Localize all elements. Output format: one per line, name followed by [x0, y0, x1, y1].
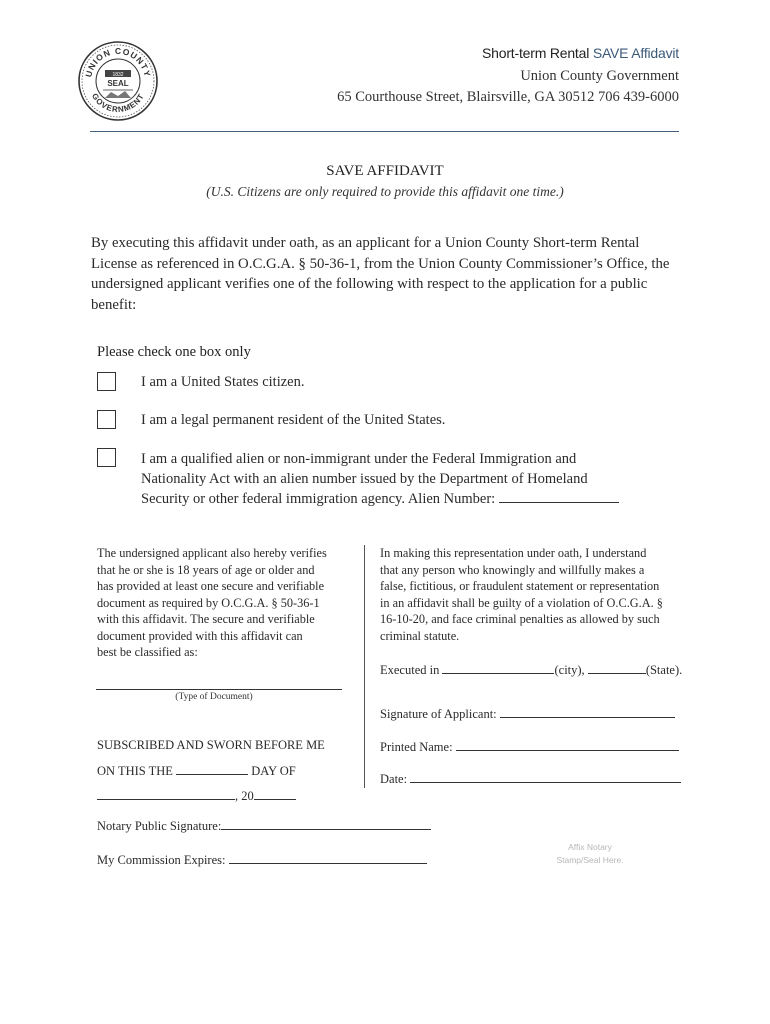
sworn-month-field[interactable]: [97, 787, 235, 800]
sworn-day-label: ON THIS THE: [97, 764, 177, 778]
paragraph-line: best be classified as:: [97, 645, 198, 659]
executed-in-label: Executed in: [380, 663, 443, 677]
paragraph-line: document as required by O.C.G.A. § 50-36-1: [97, 595, 320, 610]
paragraph-line: 16-10-20, and face criminal penalties as allowed by such: [380, 612, 660, 626]
checkbox-us-citizen[interactable]: [97, 372, 116, 391]
header-title: [482, 45, 679, 61]
column-divider: [364, 545, 365, 788]
state-label: (State).: [645, 663, 683, 677]
sworn-month-label: DAY OF: [248, 764, 296, 778]
paragraph-line: has provided at least one secure and verifiable: [97, 579, 325, 593]
alien-number-field[interactable]: [499, 490, 619, 503]
svg-text:GOVERNMENT: GOVERNMENT: [89, 91, 147, 115]
header-address: 65 Courthouse Street, Blairsville, GA 30512 706 439-6000: [337, 89, 679, 105]
notary-stamp-area: [540, 841, 640, 867]
option-line: I am a qualified alien or non-immigrant under the Federal Immigration and: [141, 451, 577, 467]
date-line: [380, 770, 681, 787]
option-line: [141, 489, 641, 509]
header-org: Union County Government: [520, 68, 679, 84]
svg-text:UNION COUNTY: UNION COUNTY: [83, 45, 153, 79]
printed-name-line: [380, 738, 679, 755]
city-field[interactable]: [442, 661, 554, 674]
document-subtitle: (U.S. Citizens are only required to provide this affidavit one time.): [206, 184, 564, 199]
paragraph-line: in an affidavit shall be guilty of a violation of O.C.G.A. §: [380, 595, 663, 610]
notary-signature-line: [97, 817, 431, 834]
type-of-document-label: (Type of Document): [175, 692, 253, 702]
date-field[interactable]: [410, 770, 681, 783]
checkbox-permanent-resident[interactable]: [97, 410, 116, 429]
document-title: SAVE AFFIDAVIT: [326, 163, 444, 179]
header-title-accent: SAVE Affidavit: [592, 45, 679, 61]
state-field[interactable]: [588, 661, 646, 674]
sworn-year-line: [97, 787, 296, 804]
alien-number-label: Security or other federal immigration agency. Alien Number:: [141, 491, 499, 507]
checkbox-qualified-alien[interactable]: [97, 448, 116, 467]
sworn-line-1: SUBSCRIBED AND SWORN BEFORE ME: [97, 738, 325, 752]
printed-name-field[interactable]: [456, 738, 679, 751]
stamp-line: Stamp/Seal Here.: [556, 855, 624, 865]
city-label: (city),: [554, 663, 588, 677]
intro-line: License as referenced in O.C.G.A. § 50-36-1, from the Union County Commissioner’s Office, the: [91, 255, 670, 272]
option-permanent-resident: I am a legal permanent resident of the United States.: [141, 412, 446, 428]
paragraph-line: with this affidavit. The secure and verifiable: [97, 612, 315, 626]
signature-label: Signature of Applicant:: [380, 707, 500, 721]
sworn-day-field[interactable]: [176, 762, 248, 775]
commission-expires-line: [97, 851, 427, 868]
notary-signature-label: Notary Public Signature:: [97, 819, 222, 833]
executed-in-line: [380, 661, 682, 678]
option-line: Nationality Act with an alien number issued by the Department of Homeland: [141, 471, 588, 487]
intro-line: benefit:: [91, 296, 137, 313]
option-qualified-alien: [141, 449, 641, 509]
sworn-line-2: [97, 762, 296, 779]
paragraph-line: criminal statute.: [380, 628, 460, 643]
checklist-heading: Please check one box only: [97, 344, 251, 360]
printed-name-label: Printed Name:: [380, 740, 456, 754]
svg-text:SEAL: SEAL: [107, 79, 129, 88]
county-seal-logo: [77, 40, 159, 122]
sworn-year-field[interactable]: [254, 787, 296, 800]
notary-signature-field[interactable]: [221, 817, 431, 830]
paragraph-line: The undersigned applicant also hereby verifies: [97, 546, 327, 560]
sworn-year-prefix: , 20: [235, 789, 254, 803]
commission-expires-label: My Commission Expires:: [97, 853, 229, 867]
signature-field[interactable]: [500, 705, 675, 718]
oath-paragraph: [380, 545, 700, 644]
type-of-document-field[interactable]: [96, 689, 342, 690]
paragraph-line: In making this representation under oath, I understand: [380, 546, 647, 560]
date-label: Date:: [380, 772, 411, 786]
intro-paragraph: [91, 233, 691, 315]
paragraph-line: document provided with this affidavit can: [97, 628, 303, 643]
option-us-citizen: I am a United States citizen.: [141, 374, 305, 390]
header-rule: [90, 131, 679, 132]
stamp-line: Affix Notary: [568, 842, 612, 852]
commission-expires-field[interactable]: [229, 851, 427, 864]
paragraph-line: false, fictitious, or fraudulent statement or representation: [380, 579, 660, 593]
intro-line: undersigned applicant verifies one of the following with respect to the application for a public: [91, 276, 648, 292]
paragraph-line: that any person who knowingly and willfully makes a: [380, 562, 645, 577]
svg-text:1832: 1832: [112, 72, 124, 78]
header-title-plain: Short-term Rental: [482, 45, 593, 61]
intro-line: By executing this affidavit under oath, as an applicant for a Union County Short-term Rental: [91, 235, 640, 251]
paragraph-line: that he or she is 18 years of age or older and: [97, 562, 315, 577]
signature-line: [380, 705, 675, 722]
verification-paragraph: [97, 545, 357, 661]
